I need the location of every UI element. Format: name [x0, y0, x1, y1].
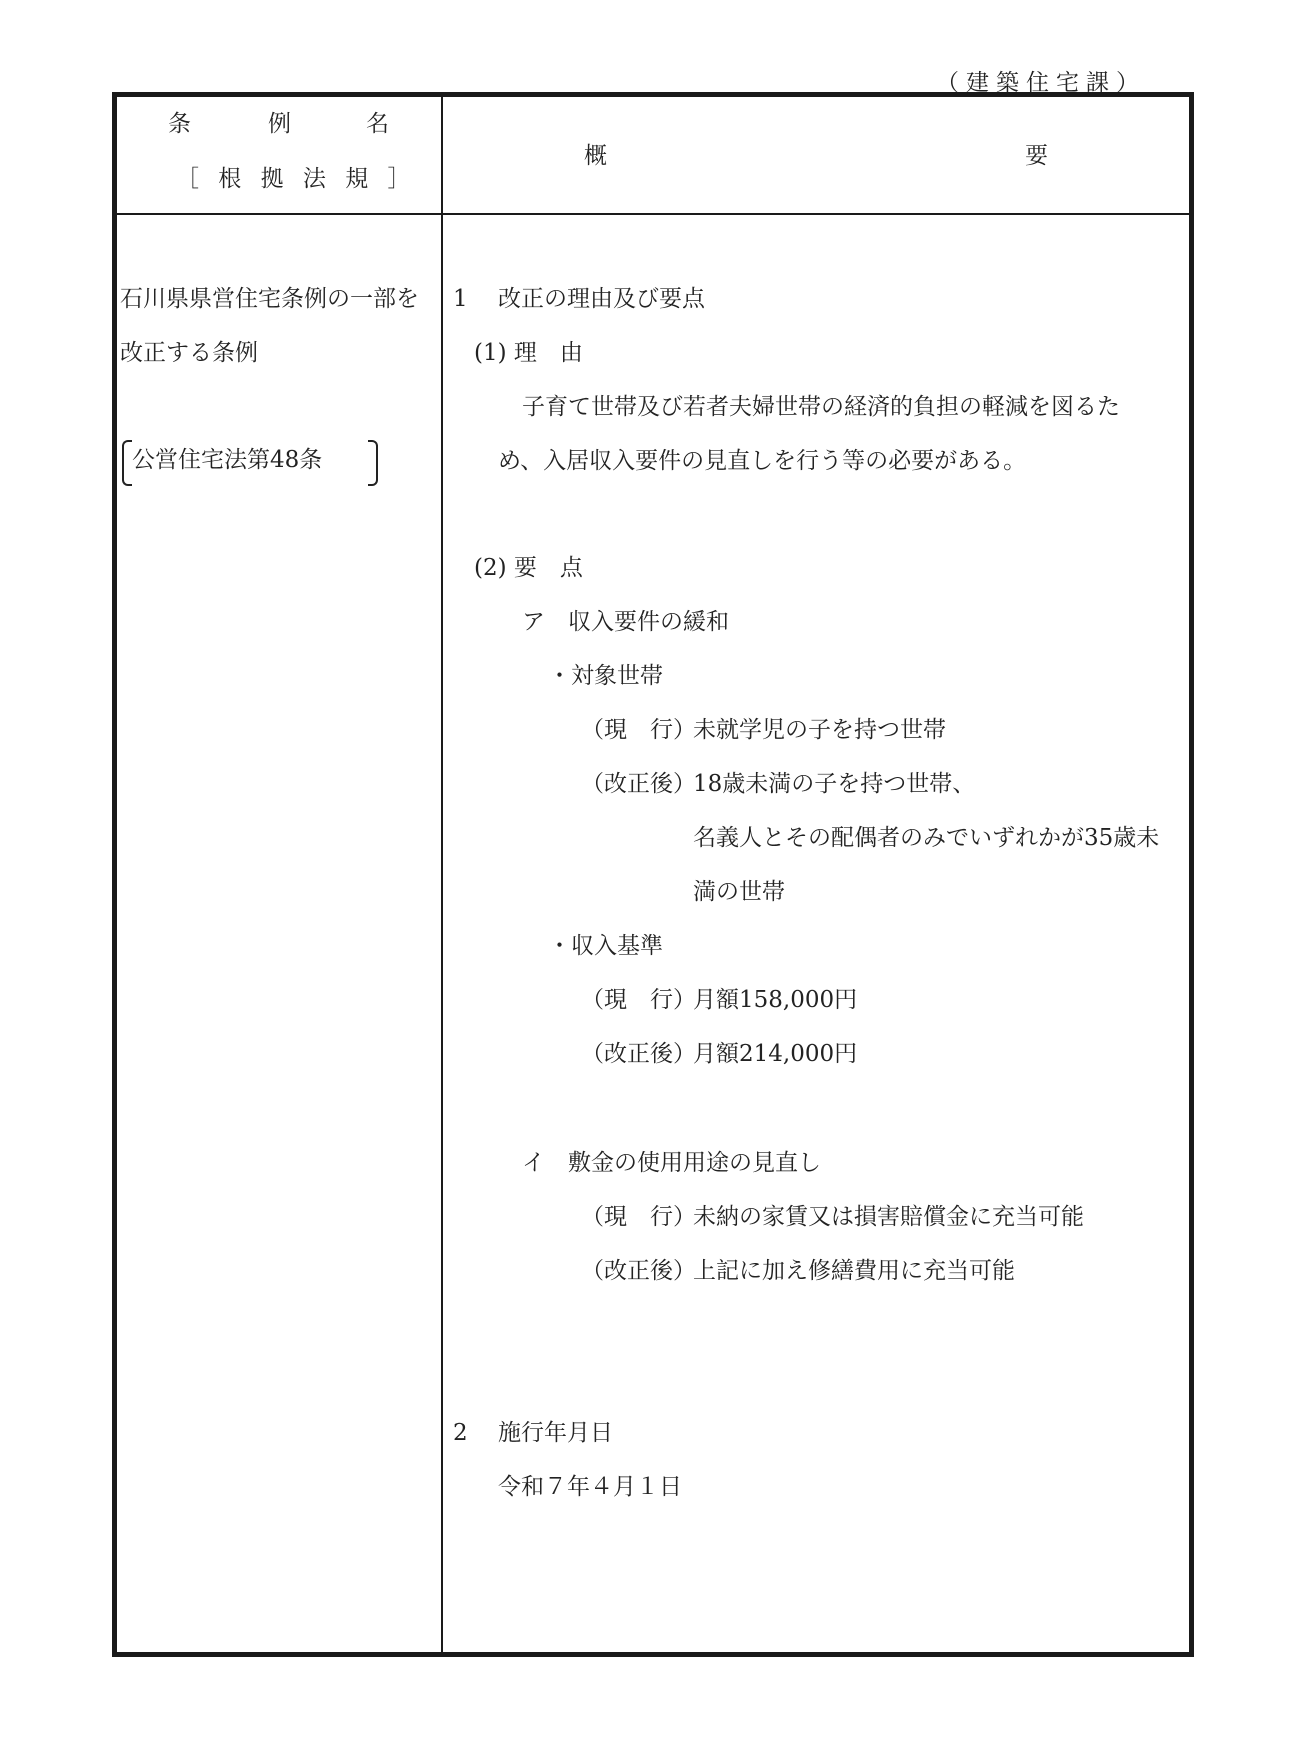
- header-divider: [112, 213, 1194, 215]
- ordinance-legal-basis: 公営住宅法第48条: [132, 447, 323, 473]
- header-col1-char-3: 名: [366, 111, 389, 137]
- ordinance-name-line2: 改正する条例: [120, 340, 258, 366]
- a1-revised-line-2: 名義人とその配偶者のみでいずれかが35歳未: [693, 825, 1160, 851]
- header-col2-char-1: 概: [584, 143, 607, 169]
- a2-revised-label: （改正後）: [581, 1041, 696, 1067]
- a2-current-value: 月額158,000円: [693, 987, 858, 1013]
- a2-revised-value: 月額214,000円: [693, 1041, 858, 1067]
- points-label: (2) 要 点: [474, 555, 583, 581]
- section-1-title: 改正の理由及び要点: [498, 286, 705, 312]
- reason-line-2: め、入居収入要件の見直しを行う等の必要がある。: [498, 448, 1027, 474]
- header-legal-basis: ［ 根 拠 法 規 ］: [176, 166, 417, 192]
- a1-current-value: 未就学児の子を持つ世帯: [693, 717, 946, 743]
- b-current-value: 未納の家賃又は損害賠償金に充当可能: [693, 1204, 1084, 1230]
- a1-revised-line-1: 18歳未満の子を持つ世帯、: [693, 771, 976, 797]
- effective-date: 令和７年４月１日: [498, 1474, 682, 1500]
- point-a2-title: ・収入基準: [548, 933, 663, 959]
- b-revised-value: 上記に加え修繕費用に充当可能: [693, 1258, 1015, 1284]
- a1-current-label: （現 行）: [581, 717, 696, 743]
- header-col1-char-1: 条: [168, 111, 191, 137]
- column-divider: [441, 92, 443, 1657]
- point-a1-title: ・対象世帯: [548, 663, 663, 689]
- a1-revised-label: （改正後）: [581, 771, 696, 797]
- section-1-number: 1: [453, 286, 468, 312]
- point-a-title: ア 収入要件の緩和: [522, 609, 729, 635]
- b-current-label: （現 行）: [581, 1204, 696, 1230]
- a2-current-label: （現 行）: [581, 987, 696, 1013]
- reason-label: (1) 理 由: [474, 340, 583, 366]
- section-2-title: 施行年月日: [498, 1420, 613, 1446]
- b-revised-label: （改正後）: [581, 1258, 696, 1284]
- point-b-title: イ 敷金の使用用途の見直し: [522, 1150, 821, 1176]
- right-bracket-icon: [368, 440, 378, 486]
- a1-revised-line-3: 満の世帯: [693, 879, 785, 905]
- header-col1-char-2: 例: [268, 111, 291, 137]
- left-bracket-icon: [122, 440, 132, 486]
- section-2-number: 2: [453, 1420, 468, 1446]
- department-label: （建築住宅課）: [936, 70, 1146, 96]
- reason-line-1: 子育て世帯及び若者夫婦世帯の経済的負担の軽減を図るた: [522, 394, 1120, 420]
- ordinance-name-line1: 石川県県営住宅条例の一部を: [120, 286, 419, 312]
- summary-table: [112, 92, 1194, 1657]
- header-col2-char-2: 要: [1025, 143, 1048, 169]
